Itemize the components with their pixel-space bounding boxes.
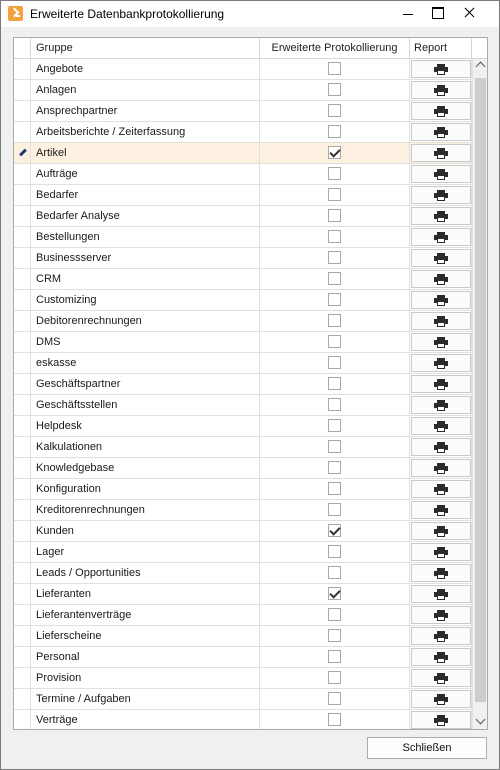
report-button[interactable] [411, 123, 471, 141]
report-button[interactable] [411, 207, 471, 225]
protokollierung-cell [260, 500, 410, 520]
minimize-icon[interactable] [391, 1, 425, 27]
gruppe-cell[interactable]: Kreditorenrechnungen [31, 500, 260, 520]
row-indicator[interactable] [14, 122, 31, 142]
column-header-gruppe[interactable]: Gruppe [31, 38, 260, 59]
protokollierung-cell [260, 143, 410, 163]
report-button[interactable] [411, 438, 471, 456]
printer-icon [434, 211, 448, 222]
row-indicator[interactable] [14, 59, 31, 79]
report-cell [410, 395, 472, 415]
protokollierung-cell [260, 122, 410, 142]
logging-checkbox[interactable] [328, 146, 341, 159]
row-indicator[interactable] [14, 185, 31, 205]
protokollierung-cell [260, 227, 410, 247]
printer-icon [434, 547, 448, 558]
report-cell [410, 563, 472, 583]
logging-checkbox[interactable] [328, 83, 341, 96]
table-row[interactable] [14, 143, 472, 164]
gruppe-cell[interactable]: Konfiguration [31, 479, 260, 499]
row-indicator[interactable] [14, 479, 31, 499]
table-row[interactable] [14, 311, 472, 332]
table-row[interactable] [14, 563, 472, 584]
printer-icon [434, 148, 448, 159]
row-indicator[interactable] [14, 101, 31, 121]
logging-checkbox[interactable] [328, 335, 341, 348]
gruppe-cell[interactable]: Bestellungen [31, 227, 260, 247]
row-indicator[interactable] [14, 605, 31, 625]
logging-checkbox[interactable] [328, 167, 341, 180]
printer-icon [434, 295, 448, 306]
scroll-down-icon[interactable] [476, 715, 486, 725]
close-button[interactable]: Schließen [367, 737, 487, 759]
logging-checkbox[interactable] [328, 671, 341, 684]
report-button[interactable] [411, 270, 471, 288]
row-indicator[interactable] [14, 395, 31, 415]
row-indicator[interactable] [14, 500, 31, 520]
report-cell [410, 416, 472, 436]
report-button[interactable] [411, 669, 471, 687]
row-indicator[interactable] [14, 248, 31, 268]
table-row[interactable] [14, 668, 472, 689]
logging-checkbox[interactable] [328, 566, 341, 579]
protokollierung-cell [260, 206, 410, 226]
logging-checkbox[interactable] [328, 524, 341, 537]
report-cell [410, 164, 472, 184]
printer-icon [434, 379, 448, 390]
gruppe-cell[interactable]: Provision [31, 668, 260, 688]
table-row[interactable] [14, 542, 472, 563]
gruppe-cell[interactable]: Aufträge [31, 164, 260, 184]
protokollierung-cell [260, 584, 410, 604]
report-button[interactable] [411, 690, 471, 708]
report-button[interactable] [411, 186, 471, 204]
gruppe-cell[interactable]: Kunden [31, 521, 260, 541]
report-button[interactable] [411, 585, 471, 603]
report-cell [410, 101, 472, 121]
logging-checkbox[interactable] [328, 356, 341, 369]
gruppe-cell[interactable]: Customizing [31, 290, 260, 310]
report-button[interactable] [411, 711, 471, 729]
report-cell [410, 80, 472, 100]
report-cell [410, 668, 472, 688]
report-cell [410, 374, 472, 394]
table-row[interactable] [14, 269, 472, 290]
logging-checkbox[interactable] [328, 272, 341, 285]
grid-header [14, 38, 487, 59]
table-row[interactable] [14, 437, 472, 458]
gruppe-cell[interactable]: Helpdesk [31, 416, 260, 436]
gruppe-cell[interactable]: Geschäftsstellen [31, 395, 260, 415]
row-indicator[interactable] [14, 311, 31, 331]
printer-icon [434, 589, 448, 600]
report-button[interactable] [411, 102, 471, 120]
gruppe-cell[interactable]: Bedarfer [31, 185, 260, 205]
gruppe-cell[interactable]: DMS [31, 332, 260, 352]
table-row[interactable] [14, 59, 472, 80]
report-cell [410, 122, 472, 142]
protokollierung-cell [260, 164, 410, 184]
printer-icon [434, 274, 448, 285]
logging-checkbox[interactable] [328, 419, 341, 432]
report-button[interactable] [411, 501, 471, 519]
table-row[interactable] [14, 626, 472, 647]
protokollierung-cell [260, 395, 410, 415]
table-row[interactable] [14, 584, 472, 605]
logging-checkbox[interactable] [328, 104, 341, 117]
grid-rows [14, 59, 472, 730]
report-cell [410, 332, 472, 352]
logging-checkbox[interactable] [328, 125, 341, 138]
report-button[interactable] [411, 165, 471, 183]
logging-checkbox[interactable] [328, 503, 341, 516]
printer-icon [434, 253, 448, 264]
report-cell [410, 248, 472, 268]
printer-icon [434, 316, 448, 327]
printer-icon [434, 400, 448, 411]
table-row[interactable] [14, 374, 472, 395]
table-row[interactable] [14, 647, 472, 668]
title-bar [1, 1, 499, 27]
protokollierung-cell [260, 332, 410, 352]
logging-checkbox[interactable] [328, 461, 341, 474]
report-button[interactable] [411, 144, 471, 162]
report-cell [410, 500, 472, 520]
printer-icon [434, 442, 448, 453]
protokollierung-cell [260, 101, 410, 121]
protokollierung-cell [260, 416, 410, 436]
protokollierung-cell [260, 437, 410, 457]
gruppe-cell[interactable]: Verträge [31, 710, 260, 730]
protokollierung-cell [260, 689, 410, 709]
table-row[interactable] [14, 395, 472, 416]
logging-checkbox[interactable] [328, 629, 341, 642]
protokollierung-cell [260, 647, 410, 667]
row-indicator[interactable] [14, 206, 31, 226]
row-indicator[interactable] [14, 374, 31, 394]
gruppe-cell[interactable]: CRM [31, 269, 260, 289]
row-indicator[interactable] [14, 458, 31, 478]
protokollierung-cell [260, 710, 410, 730]
protokollierung-cell [260, 80, 410, 100]
report-cell [410, 584, 472, 604]
printer-icon [434, 169, 448, 180]
table-row[interactable] [14, 122, 472, 143]
row-indicator[interactable] [14, 689, 31, 709]
row-indicator[interactable] [14, 626, 31, 646]
protokollierung-cell [260, 479, 410, 499]
protokollierung-cell [260, 521, 410, 541]
app-icon [8, 6, 23, 21]
gruppe-cell[interactable]: Lager [31, 542, 260, 562]
table-row[interactable] [14, 290, 472, 311]
logging-checkbox[interactable] [328, 209, 341, 222]
report-cell [410, 689, 472, 709]
report-button[interactable] [411, 249, 471, 267]
row-indicator[interactable] [14, 164, 31, 184]
report-button[interactable] [411, 60, 471, 78]
gruppe-cell[interactable]: Leads / Opportunities [31, 563, 260, 583]
row-indicator[interactable] [14, 710, 31, 730]
protokollierung-cell [260, 353, 410, 373]
table-row[interactable] [14, 353, 472, 374]
gruppe-cell[interactable]: Businessserver [31, 248, 260, 268]
table-row[interactable] [14, 185, 472, 206]
report-button[interactable] [411, 396, 471, 414]
row-indicator[interactable] [14, 227, 31, 247]
gruppe-cell[interactable]: Lieferscheine [31, 626, 260, 646]
row-indicator[interactable] [14, 290, 31, 310]
report-button[interactable] [411, 333, 471, 351]
printer-icon [434, 190, 448, 201]
protokollierung-cell [260, 59, 410, 79]
report-cell [410, 458, 472, 478]
logging-grid [13, 37, 488, 730]
printer-icon [434, 337, 448, 348]
table-row[interactable] [14, 101, 472, 122]
table-row[interactable] [14, 479, 472, 500]
table-row[interactable] [14, 164, 472, 185]
row-indicator[interactable] [14, 353, 31, 373]
report-cell [410, 647, 472, 667]
logging-checkbox[interactable] [328, 587, 341, 600]
printer-icon [434, 127, 448, 138]
report-cell [410, 185, 472, 205]
protokollierung-cell [260, 542, 410, 562]
row-indicator[interactable] [14, 563, 31, 583]
logging-checkbox[interactable] [328, 440, 341, 453]
printer-icon [434, 358, 448, 369]
report-button[interactable] [411, 312, 471, 330]
report-cell [410, 311, 472, 331]
table-row[interactable] [14, 248, 472, 269]
gruppe-cell[interactable]: Termine / Aufgaben [31, 689, 260, 709]
report-cell [410, 521, 472, 541]
gruppe-cell[interactable]: Ansprechpartner [31, 101, 260, 121]
logging-checkbox[interactable] [328, 377, 341, 390]
logging-checkbox[interactable] [328, 188, 341, 201]
report-cell [410, 626, 472, 646]
pencil-icon [18, 148, 27, 157]
report-button[interactable] [411, 606, 471, 624]
printer-icon [434, 484, 448, 495]
row-indicator[interactable] [14, 437, 31, 457]
report-cell [410, 542, 472, 562]
printer-icon [434, 421, 448, 432]
row-indicator[interactable] [14, 584, 31, 604]
table-row[interactable] [14, 689, 472, 710]
table-row[interactable] [14, 500, 472, 521]
gruppe-cell[interactable]: Arbeitsberichte / Zeiterfassung [31, 122, 260, 142]
table-row[interactable] [14, 206, 472, 227]
row-indicator[interactable] [14, 332, 31, 352]
printer-icon [434, 568, 448, 579]
row-indicator[interactable] [14, 269, 31, 289]
gruppe-cell[interactable]: Debitorenrechnungen [31, 311, 260, 331]
protokollierung-cell [260, 563, 410, 583]
report-button[interactable] [411, 354, 471, 372]
report-cell [410, 59, 472, 79]
row-indicator[interactable] [14, 668, 31, 688]
protokollierung-cell [260, 668, 410, 688]
row-indicator[interactable] [14, 416, 31, 436]
report-cell [410, 143, 472, 163]
printer-icon [434, 64, 448, 75]
report-cell [410, 353, 472, 373]
report-button[interactable] [411, 375, 471, 393]
report-button[interactable] [411, 627, 471, 645]
table-row[interactable] [14, 710, 472, 730]
table-row[interactable] [14, 80, 472, 101]
gruppe-cell[interactable]: Lieferanten [31, 584, 260, 604]
printer-icon [434, 610, 448, 621]
printer-icon [434, 526, 448, 537]
window-title: Erweiterte Datenbankprotokollierung [30, 7, 225, 21]
row-indicator[interactable] [14, 521, 31, 541]
report-cell [410, 710, 472, 730]
printer-icon [434, 694, 448, 705]
logging-checkbox[interactable] [328, 251, 341, 264]
protokollierung-cell [260, 626, 410, 646]
report-button[interactable] [411, 81, 471, 99]
row-indicator[interactable] [14, 542, 31, 562]
report-button[interactable] [411, 480, 471, 498]
logging-checkbox[interactable] [328, 482, 341, 495]
row-indicator[interactable] [14, 80, 31, 100]
printer-icon [434, 715, 448, 726]
printer-icon [434, 463, 448, 474]
printer-icon [434, 673, 448, 684]
table-row[interactable] [14, 521, 472, 542]
report-cell [410, 605, 472, 625]
printer-icon [434, 85, 448, 96]
logging-checkbox[interactable] [328, 650, 341, 663]
protokollierung-cell [260, 185, 410, 205]
row-indicator[interactable] [14, 143, 31, 163]
scroll-up-icon[interactable] [476, 62, 486, 72]
gruppe-cell[interactable]: Knowledgebase [31, 458, 260, 478]
table-row[interactable] [14, 227, 472, 248]
printer-icon [434, 505, 448, 516]
protokollierung-cell [260, 374, 410, 394]
logging-checkbox[interactable] [328, 545, 341, 558]
protokollierung-cell [260, 269, 410, 289]
logging-checkbox[interactable] [328, 692, 341, 705]
report-cell [410, 437, 472, 457]
table-row[interactable] [14, 605, 472, 626]
close-icon[interactable] [453, 1, 487, 27]
printer-icon [434, 631, 448, 642]
gruppe-cell[interactable]: Geschäftspartner [31, 374, 260, 394]
logging-checkbox[interactable] [328, 608, 341, 621]
gruppe-cell[interactable]: Anlagen [31, 80, 260, 100]
report-button[interactable] [411, 543, 471, 561]
report-button[interactable] [411, 522, 471, 540]
printer-icon [434, 652, 448, 663]
table-row[interactable] [14, 458, 472, 479]
protokollierung-cell [260, 311, 410, 331]
logging-checkbox[interactable] [328, 314, 341, 327]
report-cell [410, 290, 472, 310]
gruppe-cell[interactable]: Artikel [31, 143, 260, 163]
logging-checkbox[interactable] [328, 398, 341, 411]
gruppe-cell[interactable]: Bedarfer Analyse [31, 206, 260, 226]
logging-checkbox[interactable] [328, 713, 341, 726]
report-button[interactable] [411, 291, 471, 309]
column-header-protokollierung[interactable]: Erweiterte Protokollierung [260, 38, 410, 59]
report-button[interactable] [411, 417, 471, 435]
protokollierung-cell [260, 290, 410, 310]
maximize-icon[interactable] [421, 1, 455, 27]
report-button[interactable] [411, 459, 471, 477]
row-indicator[interactable] [14, 647, 31, 667]
report-button[interactable] [411, 564, 471, 582]
scrollbar-thumb[interactable] [475, 78, 486, 702]
gruppe-cell[interactable]: Personal [31, 647, 260, 667]
vertical-scrollbar[interactable] [472, 59, 487, 729]
logging-checkbox[interactable] [328, 230, 341, 243]
row-header-corner [14, 38, 31, 59]
report-cell [410, 479, 472, 499]
table-row[interactable] [14, 416, 472, 437]
protokollierung-cell [260, 605, 410, 625]
gruppe-cell[interactable]: Lieferantenverträge [31, 605, 260, 625]
gruppe-cell[interactable]: Angebote [31, 59, 260, 79]
report-cell [410, 269, 472, 289]
report-button[interactable] [411, 228, 471, 246]
gruppe-cell[interactable]: eskasse [31, 353, 260, 373]
logging-checkbox[interactable] [328, 62, 341, 75]
report-cell [410, 206, 472, 226]
column-header-report[interactable]: Report [410, 38, 472, 59]
report-button[interactable] [411, 648, 471, 666]
logging-checkbox[interactable] [328, 293, 341, 306]
report-cell [410, 227, 472, 247]
table-row[interactable] [14, 332, 472, 353]
protokollierung-cell [260, 248, 410, 268]
printer-icon [434, 106, 448, 117]
gruppe-cell[interactable]: Kalkulationen [31, 437, 260, 457]
protokollierung-cell [260, 458, 410, 478]
printer-icon [434, 232, 448, 243]
